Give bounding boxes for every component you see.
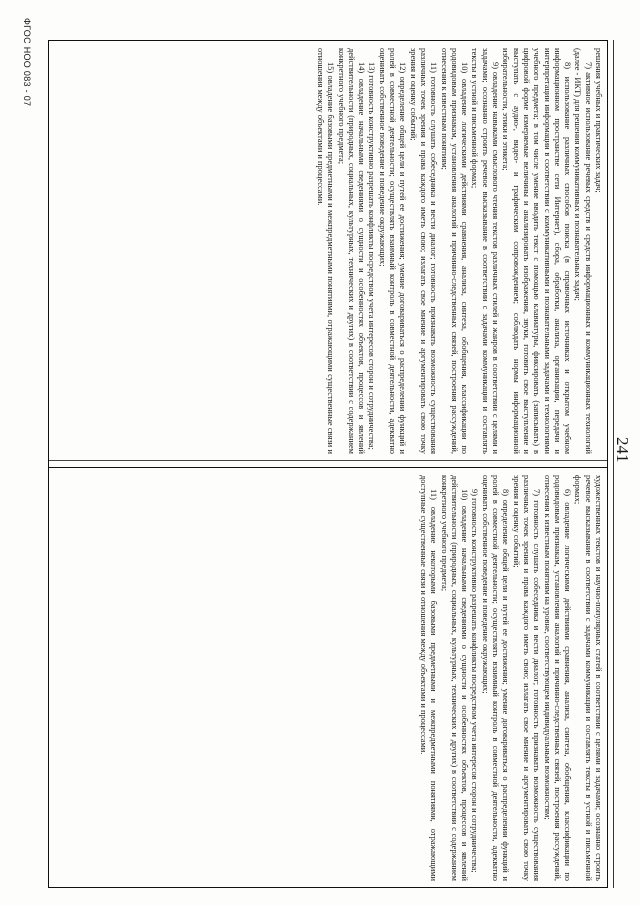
- left-paragraph: 9) овладение навыками смыслового чтения текстов различных стилей и жанров в соответствии с целями и задачами; осознанно строить речевое высказывание в соответствии с задачами коммуникации и составлять тексты в устной и письменной формах;: [470, 48, 501, 454]
- left-paragraph: 15) овладение базовыми предметными и межпредметными понятиями, отражающими существенные связи и отношения между объектами и процессами.: [315, 48, 336, 454]
- right-paragraph: художественных текстов и научно-популярных статей в соответствии с целями и задачами; осознанно строить речевое высказывание в соответствии с задачами коммуникации и составлять тексты в устной и письменной формах;: [573, 475, 603, 881]
- page-number: 241: [613, 437, 632, 463]
- header-rule: [607, 40, 614, 888]
- document-code: ФГОС НОО 083 - 07: [22, 18, 32, 107]
- right-paragraph: 7) готовность слушать собеседника и вести диалог; готовность признавать возможность существования различных точек зрения и права каждого иметь свою; излагать свое мнение и аргументировать свою точку зрения и оценку событий;: [511, 475, 542, 881]
- right-paragraph: 6) овладение логическими действиями сравнения, анализа, синтеза, обобщения, классификации по родовидовым признакам, установления аналогий и причинно-следственных связей, построения рассуждений, отнесения к известным понятиям на уровне, соответствующем индивидуальным возможностям;: [542, 475, 573, 881]
- left-paragraph: 12) определение общей цели и путей ее достижения; умение договариваться о распределении функций и ролей в совместной деятельности; осуществлять взаимный контроль в совместной деятельности, адекватно оценивать собственное поведение и поведение окружающих;: [377, 48, 408, 454]
- right-paragraph: 8) определение общей цели и путей ее достижения; умение договариваться о распределении функций и ролей в совместной деятельности; осуществлять взаимный контроль в совместной деятельности, адекватно оценивать собственное поведение и поведение окружающих;: [480, 475, 511, 881]
- left-paragraph: 11) готовность слушать собеседника и вести диалог; готовность признавать возможность существования различных точек зрения и права каждого иметь свою; излагать свое мнение и аргументировать свою точку зрения и оценку событий;: [408, 48, 439, 454]
- right-paragraph: 9) готовность конструктивно разрешать конфликты посредством учета интересов сторон и сотрудничества;: [470, 489, 480, 873]
- column-divider: [49, 460, 607, 468]
- table-column-left: [49, 41, 607, 460]
- table-column-right: [49, 468, 607, 887]
- left-paragraph: решения учебных и практических задач;: [594, 48, 603, 193]
- left-paragraph: 13) готовность конструктивно разрешать конфликты посредством учета интересов сторон и сотрудничества;: [367, 62, 377, 450]
- standards-table: [48, 40, 608, 888]
- left-paragraph: 8) использование различных способов поиска (в справочных источниках и открытом учебном информационном пространстве сети Интернет), сбора, обработки, анализа, организации, передачи и интерпретации информации в соответствии с коммуникативными и познавательными задачами и технологиями учебного предмета; в том числе умение вводить текст с помощью клавиатуры, фиксировать (записывать) в цифровой форме измеряемые величины и анализировать изображения, звуки, готовить свое выступление и выступать с аудио-, видео- и графическим сопровождением; соблюдать нормы информационной избирательности, этики и этикета;: [501, 48, 573, 454]
- left-paragraph: 7) активное использование речевых средств и средств информационных и коммуникационных технологий (далее - ИКТ) для решения коммуникативных и познавательных задач;: [573, 48, 593, 454]
- right-paragraph: 10) овладение начальными сведениями о сущности и особенностях объектов, процессов и явлений действительности (природных, социальных, культурных, технических и других) в соответствии с содержанием конкретного учебного предмета;: [439, 475, 470, 881]
- right-paragraph: 11) овладение некоторыми базовыми предметными и межпредметными понятиями, отражающими доступные существенные связи и отношения между объектами и процессами.: [418, 475, 439, 881]
- left-paragraph: 14) овладение начальными сведениями о сущности и особенностях объектов, процессов и явлений действительности (природных, социальных, культурных, технических и других) в соответствии с содержанием конкретного учебного предмета;: [336, 48, 367, 454]
- left-paragraph: 10) овладение логическими действиями сравнения, анализа, синтеза, обобщения, классификации по родовидовым признакам, установления аналогий и причинно-следственных связей, построения рассуждений, отнесения к известным понятиям;: [439, 48, 470, 454]
